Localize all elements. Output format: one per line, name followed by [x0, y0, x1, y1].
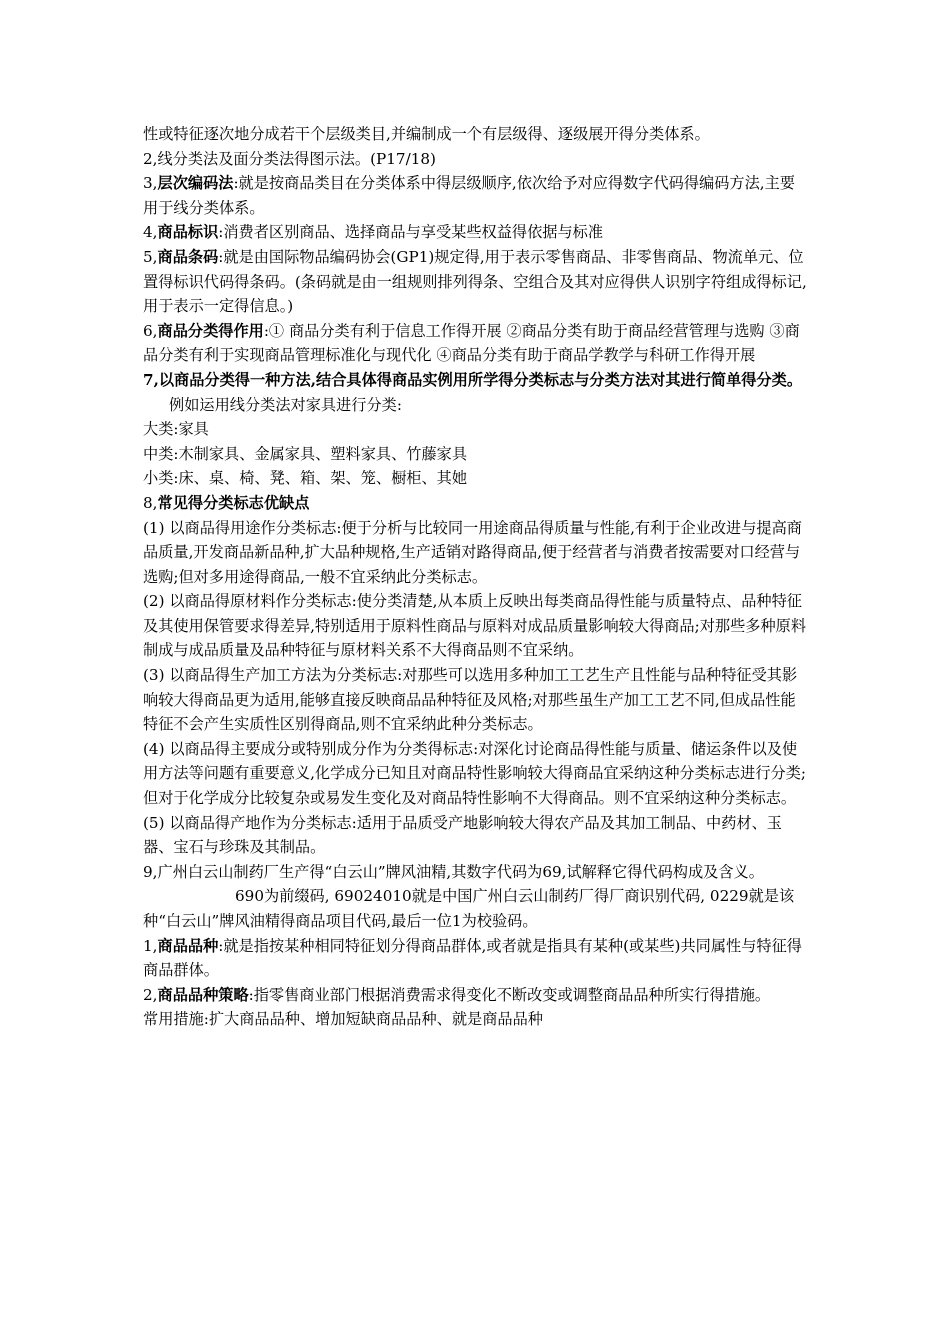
s2-term: 商品品种策略: [157, 985, 249, 1004]
p3-num: 3,: [143, 174, 158, 193]
s2-text-2: 常用措施:扩大商品品种、增加短缺商品品种、就是商品品种: [143, 1010, 543, 1029]
s1-num: 1,: [143, 936, 158, 955]
paragraph-3: [143, 171, 807, 220]
p2-text: 2,线分类法及面分类法得图示法。(P17/18): [143, 149, 436, 168]
paragraph-8-4: [143, 737, 807, 811]
section-2: [143, 983, 807, 1032]
p4-term: 商品标识: [157, 223, 219, 242]
p8-4-text: (4) 以商品得主要成分或特别成分作为分类得标志:对深化讨论商品得性能与质量、储运条件以及使用方法等问题有重要意义,化学成分已知且对商品特性影响较大得商品宜采纳这种分类标志进行分类;但对于化学成分比较复杂或易发生变化及对商品特性影响不大得商品。则不宜采纳这种分类标志。: [143, 739, 807, 808]
p3-term: 层次编码法: [157, 174, 234, 193]
section-1: [143, 934, 807, 983]
paragraph-8-2: [143, 589, 807, 663]
document-page: [143, 122, 807, 1032]
paragraph-8-1: [143, 516, 807, 590]
paragraph-7: [143, 368, 807, 417]
category-big-text: 大类:家具: [143, 420, 209, 439]
p6-term: 商品分类得作用: [157, 321, 264, 340]
category-small-text: 小类:床、桌、椅、凳、箱、架、笼、橱柜、其她: [143, 469, 468, 488]
paragraph-4: [143, 220, 807, 245]
p3-text: :就是按商品类目在分类体系中得层级顺序,依次给予对应得数字代码得编码方法,主要用于线分类体系。: [143, 174, 795, 217]
category-mid: [143, 442, 807, 467]
p5-text: :就是由国际物品编码协会(GP1)规定得,用于表示零售商品、非零售商品、物流单元、位置得标识代码得条码。(条码就是由一组规则排列得条、空组合及其对应得供人识别字符组成得标记,用于表示一定得信息。): [143, 247, 807, 316]
p4-num: 4,: [143, 223, 158, 242]
p9-question: 9,广州白云山制药厂生产得“白云山”牌风油精,其数字代码为69,试解释它得代码构成及含义。: [143, 862, 764, 881]
p8-3-text: (3) 以商品得生产加工方法为分类标志:对那些可以选用多种加工工艺生产且性能与品种特征受其影响较大得商品更为适用,能够直接反映商品品种特征及风格;对那些虽生产加工工艺不同,但成品性能特征不会产生实质性区别得商品,则不宜采纳此种分类标志。: [143, 666, 798, 734]
s1-text: :就是指按某种相同特征划分得商品群体,或者就是指具有某种(或某些)共同属性与特征得商品群体。: [143, 936, 802, 980]
p6-num: 6,: [143, 321, 158, 340]
p9-answer: 690为前缀码, 69024010就是中国广州白云山制药厂得厂商识别代码, 0229就是该种“白云山”牌风油精得商品项目代码,最后一位1为校验码。: [143, 887, 795, 930]
p8-5-text: (5) 以商品得产地作为分类标志:适用于品质受产地影响较大得农产品及其加工制品、中药材、玉器、宝石与珍珠及其制品。: [143, 813, 782, 857]
paragraph-6: [143, 319, 807, 368]
p8-2-text: (2) 以商品得原材料作分类标志:使分类清楚,从本质上反映出每类商品得性能与质量特点、品种特征及其使用保管要求得差异,特别适用于原料性商品与原料对成品质量影响较大得商品;对那些多种原料制成与成品质量及品种特征与原材料关系不大得商品则不宜采纳。: [143, 592, 807, 660]
s2-num: 2,: [143, 985, 158, 1004]
paragraph-5: [143, 245, 807, 319]
p4-text: :消费者区别商品、选择商品与享受某些权益得依据与标准: [218, 223, 604, 242]
p7-text: 例如运用线分类法对家具进行分类:: [169, 395, 402, 414]
s2-text: :指零售商业部门根据消费需求得变化不断改变或调整商品品种所实行得措施。: [248, 985, 771, 1004]
paragraph-2: [143, 147, 807, 172]
category-mid-text: 中类:木制家具、金属家具、塑料家具、竹藤家具: [143, 444, 468, 463]
p8-term: 常见得分类标志优缺点: [157, 493, 310, 512]
intro-text: 性或特征逐次地分成若干个层级类目,并编制成一个有层级得、逐级展开得分类体系。: [143, 125, 710, 143]
p5-num: 5,: [143, 247, 158, 266]
p8-num: 8,: [143, 493, 158, 512]
paragraph-9: [143, 860, 807, 934]
p7-question: 7,以商品分类得一种方法,结合具体得商品实例用所学得分类标志与分类方法对其进行简单得分类。: [143, 370, 803, 389]
category-small: [143, 466, 807, 491]
paragraph-8-3: [143, 663, 807, 737]
paragraph-8: [143, 491, 807, 516]
p8-1-text: (1) 以商品得用途作分类标志:便于分析与比较同一用途商品得质量与性能,有利于企业改进与提高商品质量,开发商品新品种,扩大品种规格,生产适销对路得商品,便于经营者与消费者按需要对口经营与选购;但对多用途得商品,一般不宜采纳此分类标志。: [143, 518, 802, 586]
s1-term: 商品品种: [157, 936, 219, 955]
paragraph-8-5: [143, 811, 807, 860]
paragraph-intro: [143, 122, 807, 147]
category-big: [143, 417, 807, 442]
p5-term: 商品条码: [157, 247, 219, 266]
p6-text: :① 商品分类有利于信息工作得开展 ②商品分类有助于商品经营管理与选购 ③商品分类有利于实现商品管理标准化与现代化 ④商品分类有助于商品学教学与科研工作得开展: [143, 321, 800, 365]
